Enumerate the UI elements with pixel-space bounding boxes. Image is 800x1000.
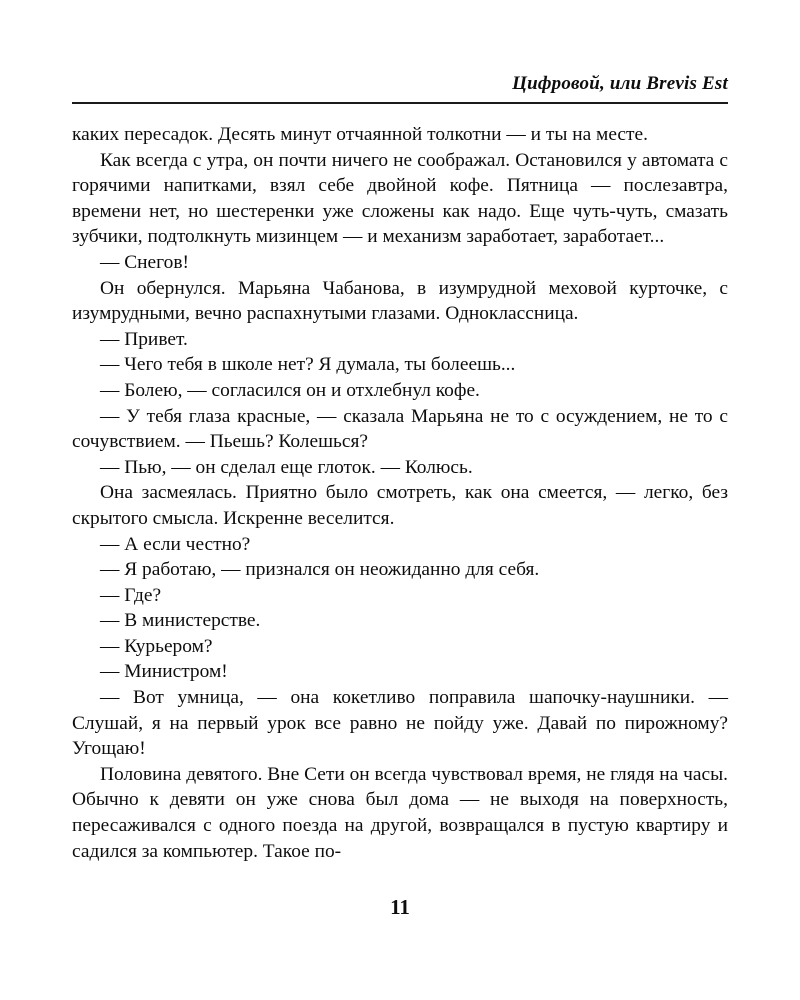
paragraph: — В министерстве.: [100, 610, 261, 632]
running-title: Цифровой, или Brevis Est: [512, 73, 728, 94]
paragraph: Она засмеялась. Приятно было смотреть, как она смеется, — легко, без скрытого смысла. Искренне веселится.: [72, 482, 728, 529]
paragraph: — Министром!: [100, 661, 228, 683]
paragraph: — Я работаю, — признался он неожиданно для себя.: [100, 559, 540, 581]
paragraph: — Чего тебя в школе нет? Я думала, ты болеешь...: [100, 354, 516, 376]
paragraph: — А если честно?: [100, 533, 251, 555]
paragraph: — Пью, — он сделал еще глоток. — Колюсь.: [100, 456, 473, 478]
paragraph: — Вот умница, — она кокетливо поправила шапочку-наушники. — Слушай, я на первый урок все равно не пойду уже. Давай по пирожному? Угощаю!: [72, 687, 728, 760]
page-header: [72, 74, 728, 104]
paragraph: — Где?: [100, 584, 162, 606]
paragraph: — Снегов!: [100, 251, 189, 273]
paragraph: — Привет.: [100, 328, 188, 350]
paragraph: — У тебя глаза красные, — сказала Марьяна не то с осуждением, не то с сочувствием. — Пьешь? Колешься?: [72, 405, 728, 453]
paragraph: — Болею, — согласился он и отхлебнул кофе.: [100, 379, 480, 401]
header-divider: [72, 102, 728, 104]
paragraph: Как всегда с утра, он почти ничего не соображал. Остановился у автомата с горячими напитками, взял себе двойной кофе. Пятница — послезавтра, времени нет, но шестеренки уже сложены как надо. Еще чуть-чуть, смазать зубчики, подтолкнуть мизинцем — и механизм заработает, заработает...: [72, 149, 728, 248]
paragraph: Половина девятого. Вне Сети он всегда чувствовал время, не глядя на часы. Обычно к девяти он уже снова был дома — не выходя на поверхность, пересаживался с одного поезда на другой, возвращался в пустую квартиру и садился за компьютер. Такое по-: [72, 763, 728, 862]
page-number: 11: [390, 895, 410, 919]
paragraph: каких пересадок. Десять минут отчаянной толкотни — и ты на месте.: [72, 124, 648, 145]
paragraph: — Курьером?: [100, 635, 213, 657]
paragraph: Он обернулся. Марьяна Чабанова, в изумрудной меховой курточке, с изумрудными, вечно распахнутыми глазами. Одноклассница.: [72, 277, 728, 325]
body-text: [72, 122, 728, 864]
